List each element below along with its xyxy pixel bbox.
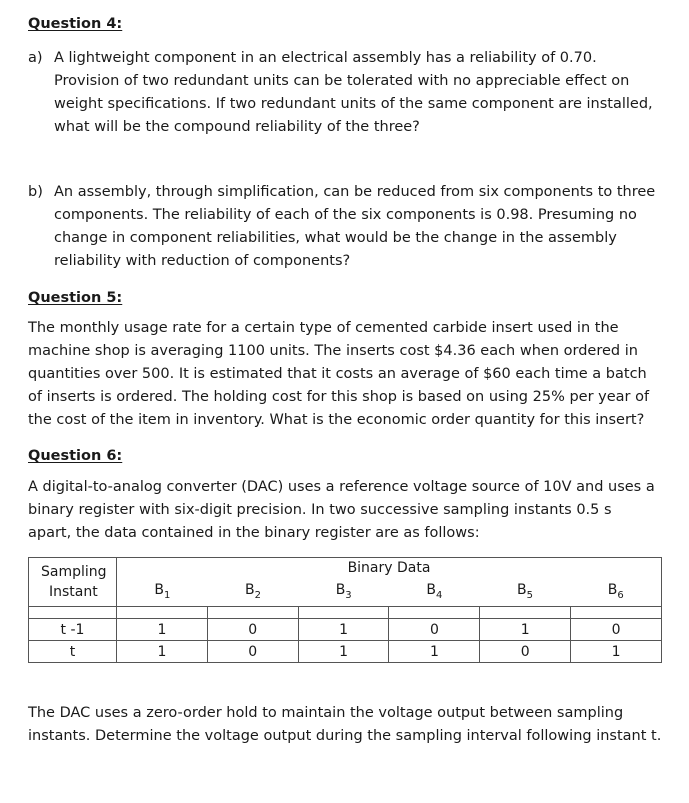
table-row xyxy=(29,641,662,663)
question-6-heading: Question 6: xyxy=(28,448,123,464)
question-4b-text: An assembly, through simplification, can be reduced from six components to three components. The reliability of each of the six components is 0.98. Presuming no change in component reliabilities, what would be the change in the assembly reliability with reduction of components? xyxy=(54,184,656,269)
bit-cell: 0 xyxy=(207,641,298,663)
question-4b-label: b) xyxy=(28,184,43,200)
question-5-heading: Question 5: xyxy=(28,290,123,306)
question-5-text: The monthly usage rate for a certain type of cemented carbide insert used in the machine shop is averaging 1100 units. The inserts cost $4.36 each when ordered in quantities over 500. It is estimated that it costs an average of $60 each time a batch of inserts is ordered. The holding cost for this shop is based on using 25% per year of the cost of the item in inventory. What is the economic order quantity for this insert? xyxy=(28,320,650,428)
bit-cell: 0 xyxy=(571,619,662,641)
bit-cell: 1 xyxy=(117,619,208,641)
bit-header-6: $B_6$ xyxy=(607,582,624,601)
sampling-instant-header: Sampling Instant xyxy=(29,558,117,607)
bit-cell: 0 xyxy=(480,641,571,663)
bit-header-1: $B_1$ xyxy=(154,582,171,601)
bit-cell: 1 xyxy=(571,641,662,663)
bit-cell: 0 xyxy=(389,619,480,641)
binary-data-table xyxy=(28,557,662,663)
bit-column-headers xyxy=(117,582,661,601)
bit-header-4: $B_4$ xyxy=(426,582,443,601)
question-4-heading: Question 4: xyxy=(28,16,123,32)
bit-header-3: $B_3$ xyxy=(335,582,352,601)
bit-cell: 0 xyxy=(207,619,298,641)
question-6-outro: The DAC uses a zero-order hold to maintain the voltage output between sampling instants. Determine the voltage output during the sampling interval following instant t. xyxy=(28,705,662,744)
question-6-text: A digital-to-analog converter (DAC) uses a reference voltage source of 10V and uses a binary register with six-digit precision. In two successive sampling instants 0.5 s apart, the data contained in the binary register are as follows: xyxy=(28,479,655,541)
bit-cell: 1 xyxy=(480,619,571,641)
bit-cell: 1 xyxy=(298,641,389,663)
bit-header-2: $B_2$ xyxy=(245,582,261,601)
table-header-row xyxy=(29,558,662,607)
table-row xyxy=(29,619,662,641)
binary-data-rows xyxy=(29,619,662,663)
bit-cell: 1 xyxy=(389,641,480,663)
question-4a-text: A lightweight component in an electrical assembly has a reliability of 0.70. Provision of two redundant units can be tolerated with no appreciable effect on weight specifications. If two redundant units of the same component are installed, what will be the compound reliability of the three? xyxy=(54,50,653,135)
bit-header-5: $B_5$ xyxy=(517,582,534,601)
question-4a-label: a) xyxy=(28,50,43,66)
bit-cell: 1 xyxy=(117,641,208,663)
binary-data-header xyxy=(117,558,662,607)
sampling-instant-cell: t -1 xyxy=(29,619,117,641)
bit-cell: 1 xyxy=(298,619,389,641)
sampling-instant-cell: t xyxy=(29,641,117,663)
binary-data-title: Binary Data xyxy=(347,560,431,576)
